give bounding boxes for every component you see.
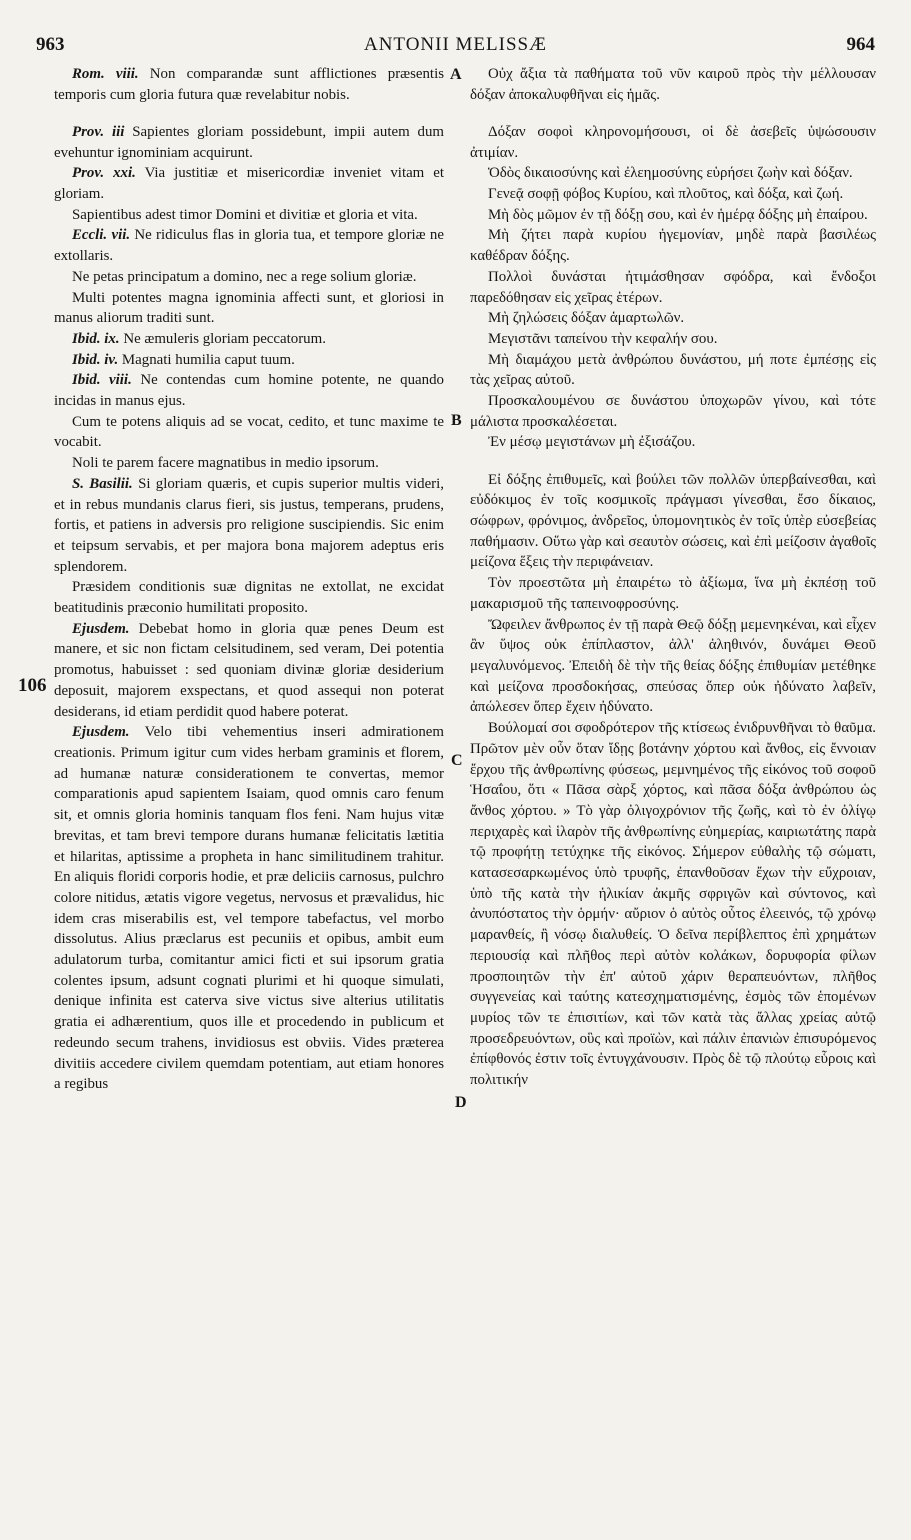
latin-column — [54, 64, 444, 1095]
greek-paragraph — [470, 184, 876, 205]
latin-spacer — [54, 105, 444, 122]
latin-paragraph — [54, 225, 444, 266]
greek-text: Βούλομαί σοι σφοδρότερον τῆς κτίσεως ἐνιδρυνθῆναι τὸ θαῦμα. Πρῶτον μὲν οὖν ὅταν ἴδῃς βοτάνην χόρτου καὶ ἄνθος, εἰς ἔννοιαν ἔρχου τῆς ἀνθρωπίνης φύσεως, μεμνημένος τῆς εἰκόνος τοῦ σοφοῦ Ἡσαΐου, ὅτι « Πᾶσα σὰρξ χόρτος, καὶ πᾶσα δόξα ἀνθρώπου ὡς ἄνθος χόρτου. » Τὸ γὰρ ὀλιγοχρόνιον τῆς ζωῆς, καὶ τὸ ἐν ὀλίγῳ περιχαρὲς καὶ ἱλαρὸν τῆς ἀνθρωπίνης εὐημερίας, καιριωτάτης παρὰ τῷ προφήτῃ τετύχηκε τῆς εἰκόνος. Σήμερον εὐθαλὴς τῷ σώματι, κατασεσαρκωμένος ὑπὸ τρυφῆς, ἐπανθοῦσαν ἔχων τὴν εὔχροιαν, ὑπὸ τῆς κατὰ τὴν ἡλικίαν ἀκμῆς σφριγῶν καὶ σύντονος, καὶ ἀνυπόστατος τὴν ὁρμήν· αὔριον ὁ αὐτὸς οὗτος ἐλεεινός, τῷ χρόνῳ μαρανθείς, ἢ νόσῳ διαλυθείς. Ὁ δεῖνα περίβλεπτος ἐπὶ χρημάτων περιουσίᾳ καὶ πλῆθος περὶ αὐτὸν κολάκων, δορυφορία φίλων προσποιητῶν τὴν ἐπ' αὐτοῦ χάριν θεραπευόντων, πλῆθος συγγενείας καὶ ταύτης κατεσχηματισμένης, ἑσμὸς τῶν ἑπομένων μυρίος τῶν τε ἐπισιτίων, καὶ τῶν κατὰ τὰς ἄλλας χρείας αὐτῷ προσεδρευόντων, οὓς καὶ προϊὼν, καὶ πάλιν ἐπανιὼν ἐπισυρόμενος ἐπίφθονός ἐστιν τοῖς ἐντυγχάνουσιν. Πρὸς δὲ τῷ πλούτῳ εὗροις καὶ πολιτικήν — [470, 720, 876, 1089]
latin-text: Ne contendas cum homine potente, ne quando incidas in manus ejus. — [54, 372, 444, 410]
greek-paragraph — [470, 615, 876, 719]
source-citation: Ibid. ix. — [72, 330, 120, 347]
greek-text: Πολλοὶ δυνάσται ἠτιμάσθησαν σφόδρα, καὶ ἔνδοξοι παρεδόθησαν εἰς χεῖρας ἑτέρων. — [470, 268, 876, 306]
greek-paragraph — [470, 225, 876, 266]
source-citation: Prov. xxi. — [72, 165, 136, 182]
greek-text: Προσκαλουμένου σε δυνάστου ὑποχωρῶν γίνου, καὶ τότε μάλιστα προσκαλέσεται. — [470, 393, 876, 430]
latin-paragraph — [54, 577, 444, 618]
running-title: ANTONII MELISSÆ — [363, 34, 547, 55]
latin-text: Magnati humilia caput tuum. — [121, 351, 295, 368]
source-citation: Ibid. viii. — [72, 372, 132, 389]
latin-paragraph — [54, 205, 444, 226]
greek-paragraph — [470, 391, 876, 432]
greek-paragraph — [470, 432, 876, 453]
source-citation: Eccli. vii. — [72, 227, 131, 244]
latin-paragraph — [54, 64, 444, 105]
greek-text: Μὴ ζήτει παρὰ κυρίου ἡγεμονίαν, μηδὲ παρὰ βασιλέως καθέδραν δόξης. — [470, 227, 876, 265]
page-number-left: 963 — [36, 34, 65, 55]
greek-paragraph — [470, 718, 876, 1091]
greek-text: Ὁδὸς δικαιοσύνης καὶ ἐλεημοσύνης εὑρήσει ζωὴν καὶ δόξαν. — [488, 165, 853, 182]
latin-paragraph — [54, 474, 444, 578]
latin-paragraph — [54, 329, 444, 350]
latin-text: Ne ridiculus flas in gloria tua, et tempore gloriæ ne extollaris. — [54, 227, 444, 265]
greek-text: Μὴ δὸς μῶμον ἐν τῇ δόξῃ σου, καὶ ἐν ἡμέρᾳ δόξης μὴ ἐπαίρου. — [488, 206, 868, 223]
greek-spacer — [470, 105, 876, 122]
latin-paragraph — [54, 453, 444, 474]
latin-text: Velo tibi vehementius inseri admirationem creationis. Primum igitur cum vides herbam graminis et florem, ad humanæ naturæ considerationem te convertas, memor comparationis apud sapientem Isaiam, quod omnis caro fenum sit, et omnis gloria hominis tanquam flos feni. Nam hujus vitæ brevitas, et tam brevi tempore durans humanæ felicitatis lætitia et hilaritas, aptissime a propheta in hanc similitudinem trahitur. En aliquis floridi corporis hodie, et præ deliciis carnosus, pulchro colore nitidus, ætatis vigore vegetus, nervosus et prævalidus, hic idem cras miserabilis est, vel tempore tabefactus, vel morbo dissolutus. Alius præclarus est pecuniis et opibus, ambit eum adulatorum turba, comitantur amici ficti et sui ipsorum gratia colentes ipsum, adsunt cognati plurimi et hi quoque simulati, denique infinita est caterva sive victus sive alterius utilitatis gratia ei adhærentium, quos ille et procedendo in publicum et redeundo secum trahens, invidiosus est obviis. Vides præterea divitiis accedere civilem quemdam potentiam, aut etiam honores a regibus — [54, 724, 444, 1093]
source-citation: S. Basilii. — [72, 475, 133, 492]
latin-paragraph — [54, 163, 444, 204]
greek-text: Μὴ διαμάχου μετὰ ἀνθρώπου δυνάστου, μή ποτε ἐμπέσῃς εἰς τὰς χεῖρας αὐτοῦ. — [470, 351, 876, 389]
page-header — [36, 34, 875, 56]
greek-paragraph — [470, 308, 876, 329]
latin-text: Ne petas principatum a domino, nec a rege solium gloriæ. — [72, 268, 417, 285]
greek-text: Μὴ ζηλώσεις δόξαν ἁμαρτωλῶν. — [488, 310, 685, 327]
greek-paragraph — [470, 163, 876, 184]
greek-text: Μεγιστᾶνι ταπείνου τὴν κεφαλήν σου. — [488, 330, 718, 347]
page-number-right: 964 — [846, 34, 875, 55]
latin-paragraph — [54, 267, 444, 288]
latin-paragraph — [54, 350, 444, 371]
latin-text: Præsidem conditionis suæ dignitas ne extollat, ne excidat beatitudinis præconio humilitati proposito. — [54, 579, 444, 617]
latin-text: Noli te parem facere magnatibus in medio ipsorum. — [72, 455, 379, 472]
source-citation: Prov. iii — [72, 123, 125, 140]
greek-spacer — [470, 453, 876, 470]
latin-paragraph — [54, 122, 444, 163]
latin-text: Si gloriam quæris, et cupis superior multis videri, et in rebus mundanis clarus fieri, sis justus, temperans, prudens, fortis, et patiens in adversis pro religione suscipiendis. Sic enim et teipsum servabis, et per majora bona majorem adeptus eris splendorem. — [54, 475, 444, 575]
greek-text: Τὸν προεστῶτα μὴ ἐπαιρέτω τὸ ἀξίωμα, ἵνα μὴ ἐκπέσῃ τοῦ μακαρισμοῦ τῆς ταπεινοφροσύνης. — [470, 575, 876, 612]
greek-paragraph — [470, 64, 876, 105]
greek-paragraph — [470, 350, 876, 391]
latin-paragraph — [54, 619, 444, 723]
greek-text: Ὤφειλεν ἄνθρωπος ἐν τῇ παρὰ Θεῷ δόξῃ μεμενηκέναι, καὶ εἶχεν ἂν ὕψος οὐκ ἐπίπλαστον, ἀλλ' ἀληθινόν, δυνάμει Θεοῦ μεγαλυνόμενος. Ἐπειδὴ δὲ τὴν τῆς θείας δόξης ἐπιθυμίαν μετέθηκε καὶ μείζονα προσδοκήσας, σπεύσας ὅπερ οὐκ ἠδύνατο λαβεῖν, ἀπώλεσεν ὅπερ ἔχειν ἠδύνατο. — [470, 616, 876, 716]
latin-text: Ne æmuleris gloriam peccatorum. — [123, 330, 326, 347]
margin-letter-b: B — [451, 412, 462, 429]
latin-text: Debebat homo in gloria quæ penes Deum est manere, et sic non fictam celsitudinem, sed veram, Dei potentia promotus, habuisset : sed quoniam divinæ gloriæ desiderium deposuit, majorem exspectans, et quod assequi non poterat desiderans, id etiam perdidit quod habere poterat. — [54, 620, 444, 720]
greek-text: Οὐχ ἄξια τὰ παθήματα τοῦ νῦν καιροῦ πρὸς τὴν μέλλουσαν δόξαν ἀποκαλυφθῆναι εἰς ἡμᾶς. — [470, 66, 876, 103]
latin-paragraph — [54, 370, 444, 411]
latin-text: Non comparandæ sunt afflictiones præsentis temporis cum gloria futura quæ revelabitur nobis. — [54, 66, 445, 103]
greek-column — [470, 64, 876, 1091]
greek-paragraph — [470, 122, 876, 163]
greek-text: Εἰ δόξης ἐπιθυμεῖς, καὶ βούλει τῶν πολλῶν ὑπερβαίνεσθαι, καὶ εὐδόκιμος ἐν τοῖς κοσμικοῖς πράγμασι γίνεσθαι, ἔσο δίκαιος, σώφρων, φρόνιμος, ἀνδρεῖος, ὑπομονητικὸς ἐν τοῖς ὑπὲρ εὐσεβείας παθήμασιν. Οὕτω γὰρ καὶ σεαυτὸν σώσεις, καὶ ἐπὶ μείζοσιν ἀγαθοῖς μείζονα ἕξεις τὴν περιφάνειαν. — [470, 471, 876, 571]
greek-paragraph — [470, 470, 876, 574]
latin-paragraph — [54, 412, 444, 453]
margin-letter-c: C — [451, 752, 463, 769]
greek-paragraph — [470, 573, 876, 614]
latin-text: Multi potentes magna ignominia affecti sunt, et gloriosi in manus aliorum traditi sunt. — [54, 289, 444, 327]
source-citation: Rom. viii. — [72, 66, 139, 82]
latin-paragraph — [54, 722, 444, 1095]
greek-text: Δόξαν σοφοὶ κληρονομήσουσι, οἱ δὲ ἀσεβεῖς ὑψώσουσιν ἀτιμίαν. — [470, 123, 876, 161]
greek-text: Ἐν μέσῳ μεγιστάνων μὴ ἐξισάζου. — [488, 434, 696, 451]
latin-text: Cum te potens aliquis ad se vocat, cedito, et tunc maxime te vocabit. — [54, 413, 444, 451]
source-citation: Ibid. iv. — [72, 351, 119, 368]
source-citation: Ejusdem. — [72, 724, 130, 741]
latin-text: Sapientibus adest timor Domini et divitiæ et gloria et vita. — [72, 206, 418, 223]
greek-text: Γενεᾷ σοφῇ φόβος Κυρίου, καὶ πλοῦτος, καὶ δόξα, καὶ ζωή. — [488, 186, 844, 203]
margin-letter-d: D — [455, 1094, 467, 1111]
greek-paragraph — [470, 329, 876, 350]
greek-paragraph — [470, 267, 876, 308]
column-number: 106 — [18, 675, 47, 696]
source-citation: Ejusdem. — [72, 620, 130, 637]
latin-text: Via justitiæ et misericordiæ inveniet vitam et gloriam. — [54, 165, 444, 203]
latin-text: Sapientes gloriam possidebunt, impii autem dum evehuntur ignominiam acquirunt. — [54, 123, 444, 161]
latin-paragraph — [54, 288, 444, 329]
margin-letter-a: A — [450, 66, 462, 83]
greek-paragraph — [470, 205, 876, 226]
